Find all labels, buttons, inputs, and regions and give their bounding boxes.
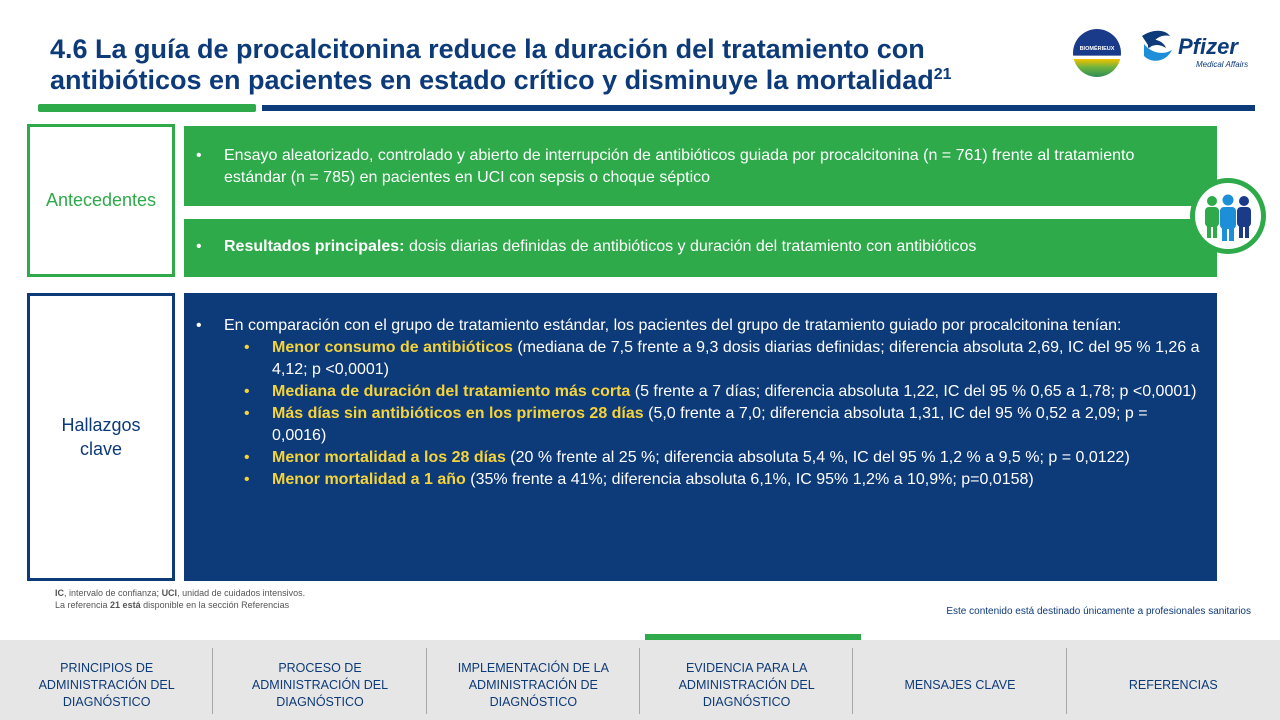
antecedentes-bullet-1: • Ensayo aleatorizado, controlado y abierto de interrupción de antibióticos guiada por procalcitonina (n = 761) frente al tratamiento estándar (n = 785) en pacientes en UCI con sepsis o choque séptico (184, 126, 1217, 206)
footnote-reference: La referencia 21 está disponible en la sección Referencias (55, 600, 290, 610)
footnote (55, 587, 305, 611)
hallazgos-panel (184, 293, 1217, 581)
nav-item-principios[interactable]: PRINCIPIOS DE ADMINISTRACIÓN DEL DIAGNÓSTICO (0, 640, 213, 720)
title-underline-navy (262, 105, 1255, 111)
title-underline-green (38, 104, 256, 112)
biomerieux-logo (1072, 28, 1122, 78)
bottom-nav (0, 640, 1280, 720)
bullet-marker: • (244, 405, 250, 422)
finding-item: • Más días sin antibióticos en los primeros 28 días (5,0 frente a 7,0; diferencia absoluta 1,31, IC del 95 % 0,52 a 2,09; p = 0,0016) (244, 405, 1148, 444)
nav-item-mensajes-clave[interactable]: MENSAJES CLAVE (853, 640, 1066, 720)
finding-item: • Mediana de duración del tratamiento más corta (5 frente a 7 días; diferencia absoluta 1,22, IC del 95 % 0,65 a 1,78; p <0,0001) (272, 381, 1205, 403)
hallazgos-intro: • En comparación con el grupo de tratamiento estándar, los pacientes del grupo de tratamiento guiado por procalcitonina tenían: (224, 315, 1205, 337)
pfizer-subtitle: Medical Affairs (1196, 60, 1249, 69)
page-title: 4.6 La guía de procalcitonina reduce la duración del tratamiento con antibióticos en pacientes en estado crítico y disminuye la mortalidad$^{21}$ (50, 34, 952, 95)
finding-item: • Menor mortalidad a los 28 días (20 % frente al 25 %; diferencia absoluta 5,4 %, IC del 95 % 1,2 % a 9,5 %; p = 0,0122) (272, 447, 1205, 469)
antecedentes-bullet-2: • Resultados principales: dosis diarias definidas de antibióticos y duración del tratamiento con antibióticos (184, 219, 1217, 277)
bullet-marker: • (196, 238, 202, 255)
nav-item-referencias[interactable]: REFERENCIAS (1128, 677, 1218, 692)
bullet-marker: • (244, 471, 250, 488)
finding-item: • Menor consumo de antibióticos (mediana de 7,5 frente a 9,3 dosis diarias definidas; diferencia absoluta 2,69, IC del 95 % 1,26 a 4,12; p <0,0001) (244, 339, 1200, 378)
biomerieux-logo-text: BIOMÉRIEUX (1079, 46, 1115, 52)
people-group-icon (1188, 176, 1268, 256)
nav-item-implementacion[interactable]: IMPLEMENTACIÓN DE LA ADMINISTRACIÓN DE DIAGNÓSTICO (427, 640, 640, 720)
bullet-marker: • (196, 317, 202, 334)
title-reference: 21 (933, 66, 952, 83)
pfizer-wordmark: Pfizer (1178, 34, 1238, 59)
nav-item-evidencia[interactable]: EVIDENCIA PARA LA ADMINISTRACIÓN DEL DIAGNÓSTICO (640, 640, 853, 720)
bullet-marker: • (196, 147, 202, 164)
hallazgos-label: Hallazgos clave (27, 293, 175, 581)
finding-item: • Menor mortalidad a 1 año (35% frente a 41%; diferencia absoluta 6,1%, IC 95% 1,2% a 10,9%; p=0,0158) (272, 469, 1205, 491)
bullet-marker: • (244, 383, 250, 400)
bullet-marker: • (244, 449, 250, 466)
disclaimer: Este contenido está destinado únicamente a profesionales sanitarios (946, 606, 1251, 617)
bullet-marker: • (244, 339, 250, 356)
footnote-abbreviations: IC, intervalo de confianza; UCI, unidad de cuidados intensivos. (55, 588, 306, 598)
nav-item-proceso[interactable]: PROCESO DE ADMINISTRACIÓN DEL DIAGNÓSTICO (213, 640, 426, 720)
pfizer-logo (1136, 26, 1266, 74)
antecedentes-label: Antecedentes (27, 124, 175, 277)
